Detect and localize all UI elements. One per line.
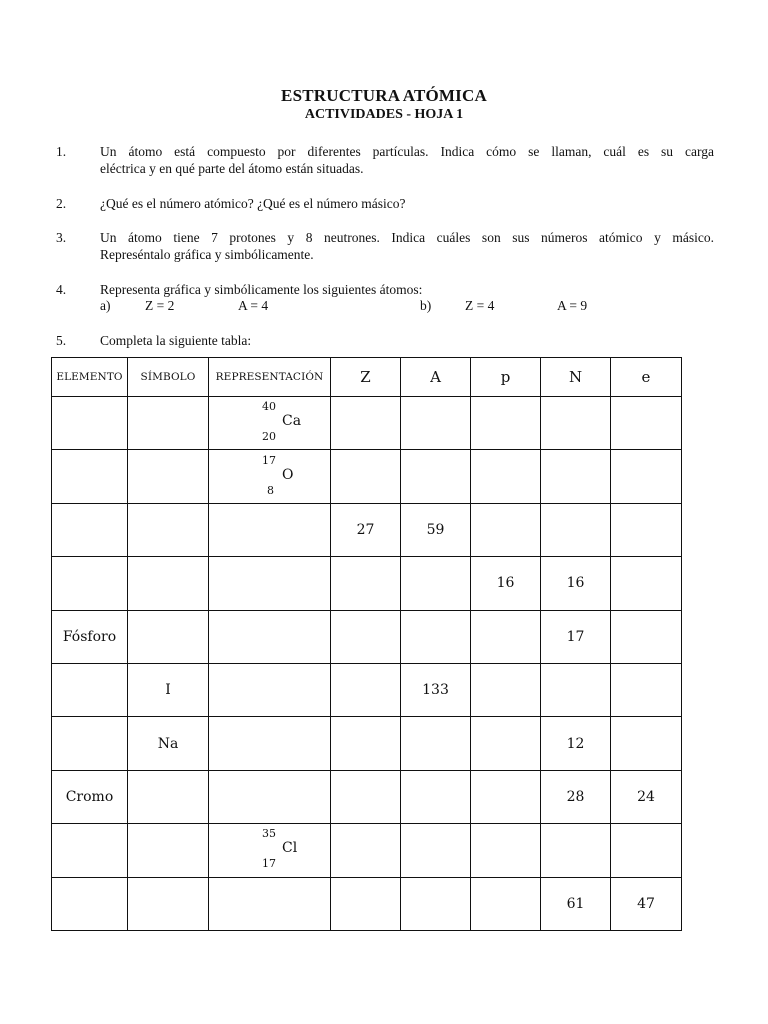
cell-n: 28 <box>541 770 611 823</box>
mass-number: 17 <box>262 453 276 467</box>
cell-p <box>471 877 541 930</box>
header-e: e <box>611 358 682 397</box>
cell-elemento: Cromo <box>52 770 128 823</box>
cell-p <box>471 450 541 503</box>
question-number: 2. <box>56 196 67 211</box>
table-row <box>52 824 682 877</box>
cell-repr <box>209 824 331 877</box>
table-row <box>52 450 682 503</box>
question-text-line: Representa gráfica y simbólicamente los siguientes átomos: <box>100 282 423 297</box>
element-symbol: Cl <box>282 840 298 857</box>
cell-elemento <box>52 877 128 930</box>
cell-a <box>401 450 471 503</box>
cell-e <box>611 824 682 877</box>
question-number: 5. <box>56 333 67 348</box>
cell-p <box>471 824 541 877</box>
cell-elemento <box>52 397 128 450</box>
cell-e: 24 <box>611 770 682 823</box>
element-symbol: Ca <box>282 413 302 430</box>
isotope-notation <box>209 451 330 503</box>
cell-a <box>401 397 471 450</box>
question-text-line: Un átomo tiene 7 protones y 8 neutrones. Indica cuáles son sus números atómico y másico. <box>100 230 714 245</box>
table-row <box>52 503 682 556</box>
cell-repr <box>209 610 331 663</box>
header-a: A <box>401 358 471 397</box>
cell-elemento <box>52 503 128 556</box>
atoms-table <box>51 357 682 931</box>
question-text-line: Represéntalo gráfica y simbólicamente. <box>100 247 314 262</box>
cell-a <box>401 557 471 610</box>
cell-z <box>331 557 401 610</box>
header-representacion: REPRESENTACIÓN <box>209 358 331 397</box>
cell-a: 59 <box>401 503 471 556</box>
cell-simbolo <box>128 503 209 556</box>
cell-n: 61 <box>541 877 611 930</box>
cell-repr <box>209 397 331 450</box>
cell-simbolo <box>128 610 209 663</box>
page-subtitle: ACTIVIDADES - HOJA 1 <box>304 107 464 122</box>
isotope-notation <box>209 824 330 876</box>
table-row <box>52 877 682 930</box>
cell-z <box>331 824 401 877</box>
question-text-line: Un átomo está compuesto por diferentes partículas. Indica cómo se llaman, cuál es su carga <box>100 144 714 159</box>
cell-repr <box>209 450 331 503</box>
cell-p <box>471 663 541 716</box>
cell-repr <box>209 663 331 716</box>
cell-n <box>541 397 611 450</box>
isotope-notation <box>209 397 330 449</box>
cell-n <box>541 663 611 716</box>
table-row <box>52 610 682 663</box>
atomic-number: 17 <box>262 857 276 871</box>
header-p: p <box>471 358 541 397</box>
cell-z <box>331 717 401 770</box>
cell-repr <box>209 717 331 770</box>
cell-n: 17 <box>541 610 611 663</box>
cell-elemento: Fósforo <box>52 610 128 663</box>
question-text-line: Completa la siguiente tabla: <box>100 333 252 348</box>
cell-e <box>611 663 682 716</box>
option-b-label: b) <box>420 298 432 313</box>
page-title: ESTRUCTURA ATÓMICA <box>281 86 487 105</box>
cell-n: 12 <box>541 717 611 770</box>
cell-elemento <box>52 717 128 770</box>
cell-elemento <box>52 824 128 877</box>
option-a-z: Z = 2 <box>145 298 175 313</box>
cell-a <box>401 877 471 930</box>
header-elemento: ELEMENTO <box>52 358 128 397</box>
cell-repr <box>209 557 331 610</box>
mass-number: 35 <box>262 827 276 841</box>
table-header-row <box>52 358 682 397</box>
cell-simbolo <box>128 450 209 503</box>
cell-e: 47 <box>611 877 682 930</box>
cell-e <box>611 557 682 610</box>
cell-simbolo <box>128 770 209 823</box>
question-number: 1. <box>56 144 67 159</box>
option-a-label: a) <box>100 298 111 313</box>
cell-e <box>611 397 682 450</box>
cell-z <box>331 397 401 450</box>
cell-p <box>471 503 541 556</box>
cell-simbolo <box>128 557 209 610</box>
cell-n <box>541 450 611 503</box>
mass-number: 40 <box>262 400 276 414</box>
option-a-a: A = 4 <box>238 298 269 313</box>
cell-repr <box>209 877 331 930</box>
cell-a <box>401 824 471 877</box>
cell-p: 16 <box>471 557 541 610</box>
cell-e <box>611 450 682 503</box>
question-number: 3. <box>56 230 67 245</box>
cell-z: 27 <box>331 503 401 556</box>
option-b-z: Z = 4 <box>465 298 495 313</box>
cell-repr <box>209 770 331 823</box>
cell-z <box>331 877 401 930</box>
question-text-line: ¿Qué es el número atómico? ¿Qué es el número másico? <box>100 196 406 211</box>
cell-n <box>541 824 611 877</box>
cell-simbolo: I <box>128 663 209 716</box>
cell-z <box>331 770 401 823</box>
table-row <box>52 557 682 610</box>
cell-n <box>541 503 611 556</box>
cell-p <box>471 770 541 823</box>
cell-a <box>401 717 471 770</box>
cell-p <box>471 717 541 770</box>
cell-a: 133 <box>401 663 471 716</box>
cell-elemento <box>52 450 128 503</box>
cell-a <box>401 610 471 663</box>
cell-z <box>331 450 401 503</box>
atomic-number: 20 <box>262 430 276 444</box>
table-row <box>52 397 682 450</box>
cell-p <box>471 397 541 450</box>
table-row <box>52 663 682 716</box>
table-row <box>52 717 682 770</box>
cell-simbolo <box>128 877 209 930</box>
cell-e <box>611 503 682 556</box>
atomic-number: 8 <box>267 483 274 497</box>
table-row <box>52 770 682 823</box>
cell-p <box>471 610 541 663</box>
cell-simbolo: Na <box>128 717 209 770</box>
cell-n: 16 <box>541 557 611 610</box>
option-b-a: A = 9 <box>557 298 588 313</box>
cell-simbolo <box>128 824 209 877</box>
cell-e <box>611 610 682 663</box>
cell-e <box>611 717 682 770</box>
cell-z <box>331 663 401 716</box>
element-symbol: O <box>282 466 294 483</box>
question-text-line: eléctrica y en qué parte del átomo están situadas. <box>100 161 364 176</box>
cell-elemento <box>52 557 128 610</box>
cell-elemento <box>52 663 128 716</box>
question-number: 4. <box>56 282 67 297</box>
header-n: N <box>541 358 611 397</box>
cell-a <box>401 770 471 823</box>
cell-simbolo <box>128 397 209 450</box>
header-simbolo: SÍMBOLO <box>128 358 209 397</box>
cell-z <box>331 610 401 663</box>
header-z: Z <box>331 358 401 397</box>
cell-repr <box>209 503 331 556</box>
